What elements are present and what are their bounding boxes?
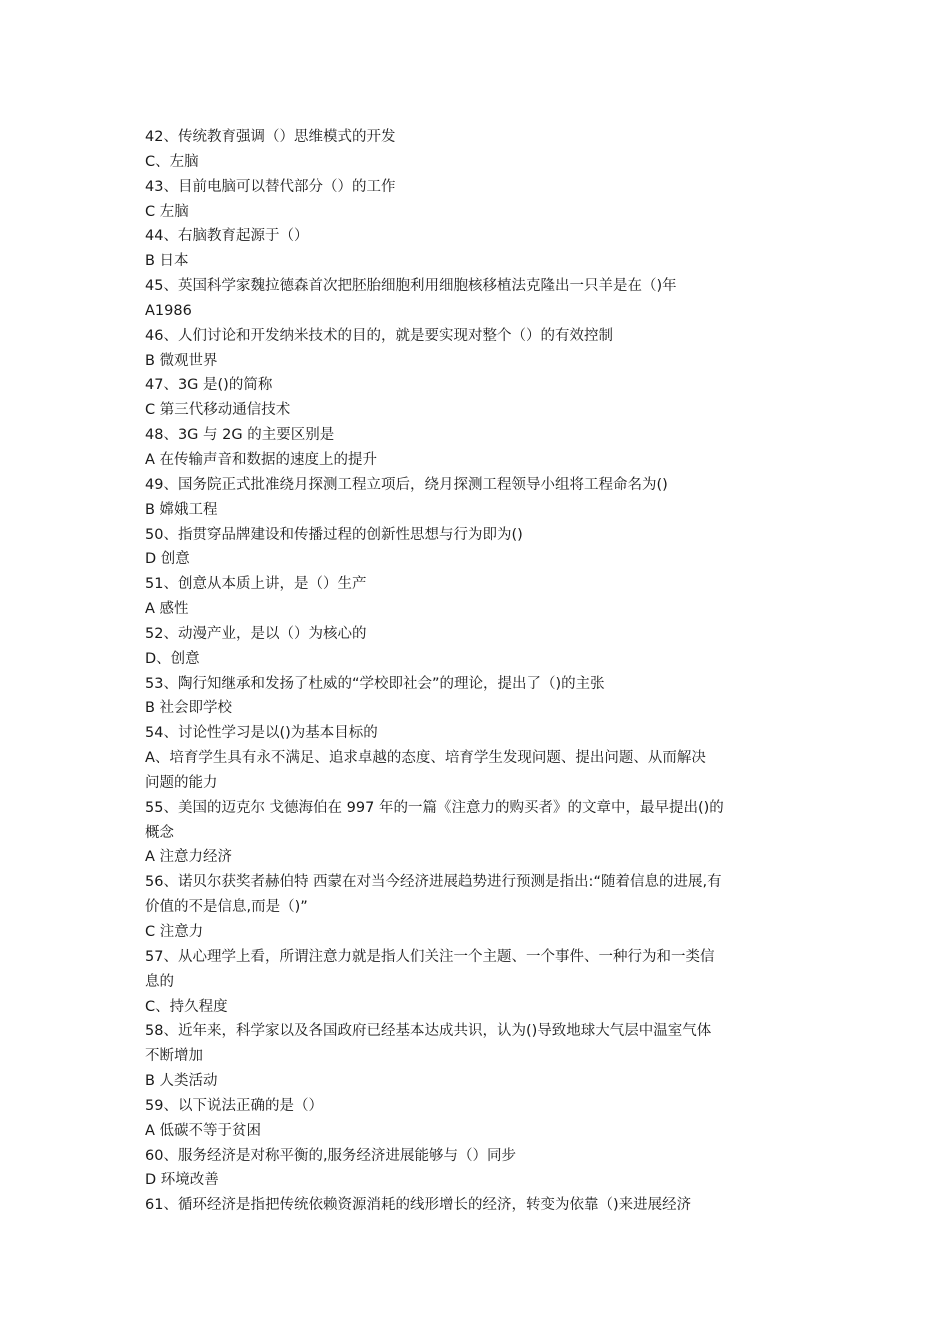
text-line: A 低碳不等于贫困: [145, 1122, 262, 1139]
text-line: 57、从心理学上看，所谓注意力就是指人们关注一个主题、一个事件、一种行为和一类信: [145, 948, 715, 965]
text-line: 55、美国的迈克尔 戈德海伯在 997 年的一篇《注意力的购买者》的文章中，最早提出()的: [145, 799, 724, 816]
text-line: 47、3G 是()的简称: [145, 377, 273, 394]
text-line: 49、国务院正式批准绕月探测工程立项后，绕月探测工程领导小组将工程命名为(): [145, 476, 668, 493]
text-line: D 创意: [145, 551, 190, 568]
text-line: 42、传统教育强调（）思维模式的开发: [145, 129, 396, 145]
text-line: D 环境改善: [145, 1172, 219, 1189]
text-line: A1986: [145, 302, 192, 319]
text-line: 46、人们讨论和开发纳米技术的目的，就是要实现对整个（）的有效控制: [145, 327, 613, 344]
text-line: B 日本: [145, 253, 189, 270]
text-line: D、创意: [145, 650, 200, 667]
text-line: C 注意力: [145, 924, 204, 940]
text-line: B 人类活动: [145, 1073, 218, 1090]
text-line: 价值的不是信息,而是（)”: [145, 899, 308, 916]
text-line: 48、3G 与 2G 的主要区别是: [145, 427, 335, 444]
text-line: C、左脑: [145, 153, 199, 170]
text-line: A、培育学生具有永不满足、追求卓越的态度、培育学生发现问题、提出问题、从而解决: [145, 750, 706, 767]
text-line: A 在传输声音和数据的速度上的提升: [145, 451, 378, 468]
text-line: C 左脑: [145, 203, 189, 220]
text-line: 56、诺贝尔获奖者赫伯特 西蒙在对当今经济进展趋势进行预测是指出:“随着信息的进展,有: [145, 874, 722, 891]
text-line: 59、以下说法正确的是（）: [145, 1097, 323, 1114]
text-line: 问题的能力: [145, 774, 218, 791]
text-line: 不断增加: [145, 1048, 203, 1065]
text-line: 息的: [145, 973, 174, 990]
text-line: 54、讨论性学习是以()为基本目标的: [145, 725, 378, 742]
text-line: 概念: [145, 824, 174, 841]
text-line: 51、创意从本质上讲，是（）生产: [145, 576, 367, 593]
text-line: 61、循环经济是指把传统依赖资源消耗的线形增长的经济，转变为依靠（)来进展经济: [145, 1197, 692, 1214]
text-line: 52、动漫产业，是以（）为核心的: [145, 625, 367, 642]
text-line: B 社会即学校: [145, 700, 233, 717]
text-line: 58、近年来，科学家以及各国政府已经基本达成共识，认为()导致地球大气层中温室气体: [145, 1023, 712, 1040]
document-body: [145, 125, 810, 1218]
text-line: B 微观世界: [145, 352, 218, 369]
text-line: B 嫦娥工程: [145, 501, 218, 518]
text-line: 50、指贯穿品牌建设和传播过程的创新性思想与行为即为(): [145, 526, 523, 543]
text-line: 45、英国科学家魏拉德森首次把胚胎细胞利用细胞核移植法克隆出一只羊是在（)年: [145, 278, 677, 295]
text-line: C 第三代移动通信技术: [145, 402, 291, 419]
text-line: 60、服务经济是对称平衡的,服务经济进展能够与（）同步: [145, 1147, 517, 1164]
text-line: C、持久程度: [145, 998, 228, 1015]
text-line: A 注意力经济: [145, 849, 233, 866]
text-line: A 感性: [145, 601, 189, 618]
text-line: 44、右脑教育起源于（）: [145, 228, 309, 245]
text-line: 53、陶行知继承和发扬了杜威的“学校即社会”的理论，提出了（)的主张: [145, 675, 605, 692]
text-line: 43、目前电脑可以替代部分（）的工作: [145, 178, 396, 195]
